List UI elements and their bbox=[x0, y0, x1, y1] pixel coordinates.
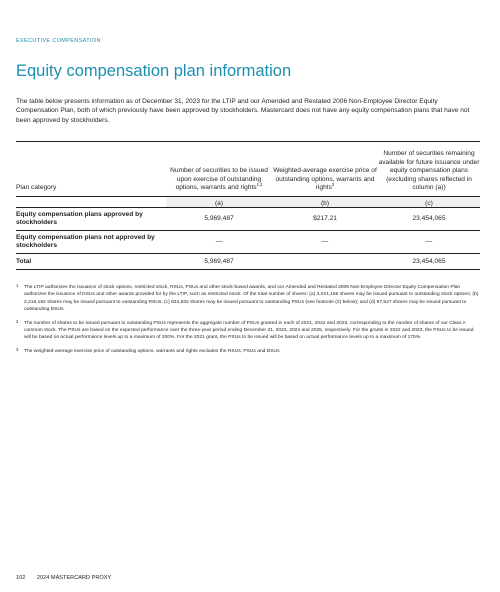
table-row bbox=[16, 231, 480, 254]
page-number: 102 bbox=[16, 575, 26, 581]
total-label: Total bbox=[16, 254, 166, 270]
footnote bbox=[16, 320, 480, 342]
column-letter-c: (c) bbox=[378, 197, 480, 208]
section-label: EXECUTIVE COMPENSATION bbox=[16, 38, 101, 44]
footnote-text: The LTIP authorizes the issuance of stock options, restricted stock, RSUs, PSUs and other stock-based awards, and our Amended and Restated 2006 Non-Employee Director Equity Compensation Plan authorizes the issuance of DSUs and other awards provided for by the LTIP, such as restricted stock. Of the total number of shares: (a) 3,021,156 shares may be issued pursuant to outstanding stock options; (b) 2,216,182 shares may be issued pursuant to outstanding RSUs; (c) 634,632 shares may be issued pursuant to outstanding PSUs (see footnote (2) below); and (d) 97,527 shares may be issued pursuant to outstanding DSUs. bbox=[24, 285, 479, 313]
header-column-a-text: Number of securities to be issued upon exercise of outstanding options, warrants and rights bbox=[170, 167, 268, 192]
row-category: Equity compensation plans not approved by stockholders bbox=[16, 231, 166, 254]
total-value-c: 23,454,065 bbox=[378, 254, 480, 270]
footnotes bbox=[16, 284, 480, 361]
footnote-text: The weighted-average exercise price of outstanding options, warrants and rights excludes the RSUs, PSUs and DSUs bbox=[24, 348, 280, 354]
footnote-text: The number of shares to be issued pursuant to outstanding PSUs represents the aggregate number of PSUs granted in each of 2021, 2022 and 2023, corresponding to the number of shares of our Class A common stock. The PSUs are based on the expected performance over the three-year period ending December 31, 2023, 2024 and 2025, respectively. For the grants in 2022 and 2023, the PSUs to be issued will be based on actual performance levels up to a maximum of 200%. For the 2021 grant, the PSUs to be issued will be based on actual performance levels up to a maximum of 175%. bbox=[24, 320, 474, 341]
publication-name: 2024 MASTERCARD PROXY bbox=[36, 575, 112, 581]
row-value-c: 23,454,065 bbox=[378, 208, 480, 231]
column-letter-row bbox=[16, 197, 480, 208]
row-value-b: $217.21 bbox=[272, 208, 378, 231]
table-row bbox=[16, 208, 480, 231]
header-plan-category: Plan category bbox=[16, 142, 166, 197]
header-column-a-footnote-ref: 1,2 bbox=[256, 182, 263, 188]
footnote bbox=[16, 348, 480, 355]
header-column-b bbox=[272, 142, 378, 197]
footnote-number: 3 bbox=[16, 346, 19, 352]
table-total-row bbox=[16, 254, 480, 270]
total-value-a: 5,969,487 bbox=[166, 254, 272, 270]
intro-paragraph: The table below presents information as of December 31, 2023 for the LTIP and our Amended and Restated 2006 Non-Employee Director Equity Compensation Plan, both of which previously have been approved by stockholders. Mastercard does not have any equity compensation plans that have not been approved by stockholders. bbox=[16, 98, 470, 124]
footnote-number: 2 bbox=[16, 318, 19, 324]
table-header-row bbox=[16, 142, 480, 197]
footnote bbox=[16, 284, 480, 314]
page-footer bbox=[16, 575, 111, 581]
column-letter-a: (a) bbox=[166, 197, 272, 208]
total-value-b bbox=[272, 254, 378, 270]
row-value-c: — bbox=[378, 231, 480, 254]
header-column-b-footnote-ref: 3 bbox=[331, 182, 335, 188]
row-category: Equity compensation plans approved by stockholders bbox=[16, 208, 166, 231]
page-title: Equity compensation plan information bbox=[16, 62, 292, 80]
row-value-a: 5,969,487 bbox=[166, 208, 272, 231]
header-column-c: Number of securities remaining available for future issuance under equity compensation plans (excluding shares reflected in column (a)) bbox=[378, 142, 480, 197]
footnote-number: 1 bbox=[16, 283, 19, 288]
equity-compensation-table bbox=[16, 141, 480, 270]
header-column-a bbox=[166, 142, 272, 197]
row-value-a: — bbox=[166, 231, 272, 254]
letter-blank bbox=[16, 197, 166, 208]
column-letter-b: (b) bbox=[272, 197, 378, 208]
row-value-b: — bbox=[272, 231, 378, 254]
header-column-b-text: Weighted-average exercise price of outstanding options, warrants and rights bbox=[273, 167, 377, 192]
